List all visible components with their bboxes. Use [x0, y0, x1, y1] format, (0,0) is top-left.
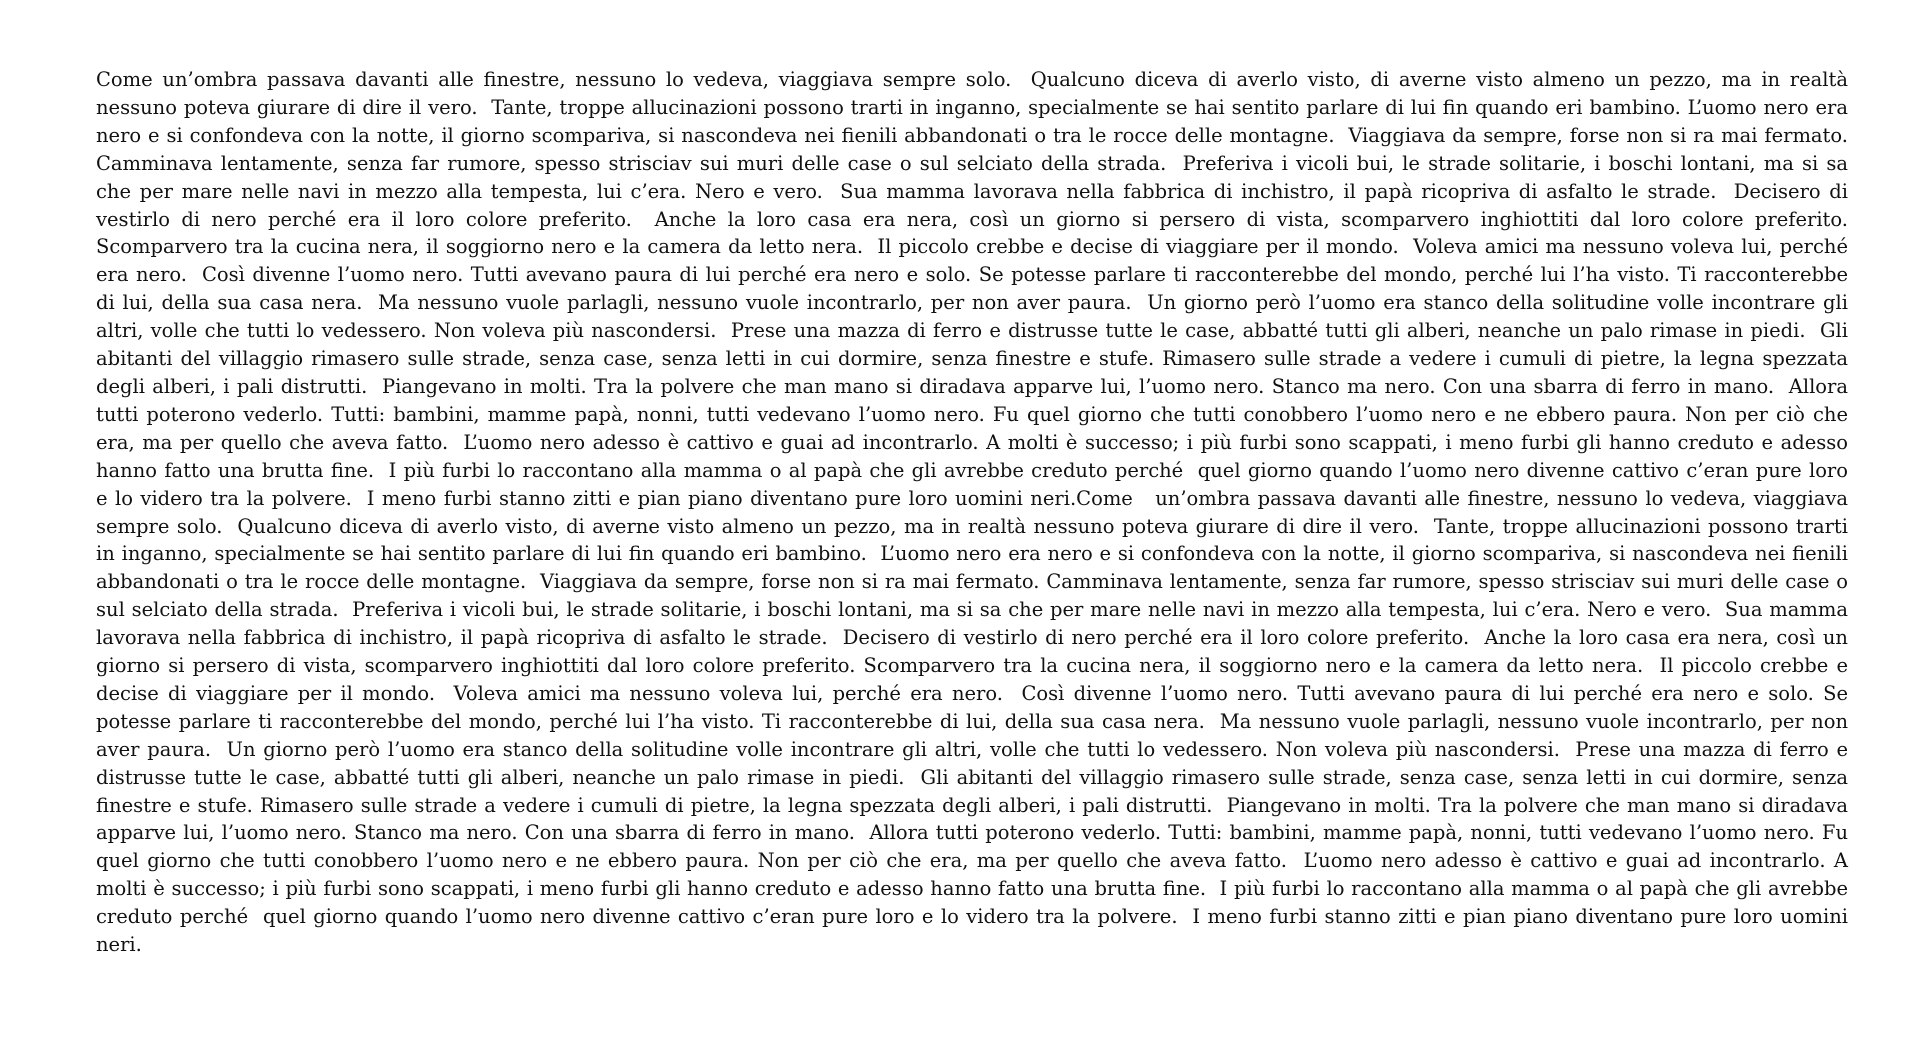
- document-page: [96, 66, 1855, 959]
- body-paragraph: Come un’ombra passava davanti alle finestre, nessuno lo vedeva, viaggiava sempre solo. Qualcuno diceva di averlo visto, di averne visto almeno un pezzo, ma in realtà nessuno poteva giurare di dire il vero. Tante, troppe allucinazioni possono trarti in inganno, specialmente se hai sentito parlare di lui fin quando eri bambino. L’uomo nero era nero e si confondeva con la notte, il giorno scompariva, si nascondeva nei fienili abbandonati o tra le rocce delle montagne. Viaggiava da sempre, forse non si ra mai fermato. Camminava lentamente, senza far rumore, spesso strisciav sui muri delle case o sul selciato della strada. Preferiva i vicoli bui, le strade solitarie, i boschi lontani, ma si sa che per mare nelle navi in mezzo alla tempesta, lui c’era. Nero e vero. Sua mamma lavorava nella fabbrica di inchistro, il papà ricopriva di asfalto le strade. Decisero di vestirlo di nero perché era il loro colore preferito. Anche la loro casa era nera, così un giorno si persero di vista, scomparvero inghiottiti dal loro colore preferito. Scomparvero tra la cucina nera, il soggiorno nero e la camera da letto nera. Il piccolo crebbe e decise di viaggiare per il mondo. Voleva amici ma nessuno voleva lui, perché era nero. Così divenne l’uomo nero. Tutti avevano paura di lui perché era nero e solo. Se potesse parlare ti racconterebbe del mondo, perché lui l’ha visto. Ti racconterebbe di lui, della sua casa nera. Ma nessuno vuole parlagli, nessuno vuole incontrarlo, per non aver paura. Un giorno però l’uomo era stanco della solitudine volle incontrare gli altri, volle che tutti lo vedessero. Non voleva più nascondersi. Prese una mazza di ferro e distrusse tutte le case, abbatté tutti gli alberi, neanche un palo rimase in piedi. Gli abitanti del villaggio rimasero sulle strade, senza case, senza letti in cui dormire, senza finestre e stufe. Rimasero sulle strade a vedere i cumuli di pietre, la legna spezzata degli alberi, i pali distrutti. Piangevano in molti. Tra la polvere che man mano si diradava apparve lui, l’uomo nero. Stanco ma nero. Con una sbarra di ferro in mano. Allora tutti poterono vederlo. Tutti: bambini, mamme papà, nonni, tutti vedevano l’uomo nero. Fu quel giorno che tutti conobbero l’uomo nero e ne ebbero paura. Non per ciò che era, ma per quello che aveva fatto. L’uomo nero adesso è cattivo e guai ad incontrarlo. A molti è successo; i più furbi sono scappati, i meno furbi gli hanno creduto e adesso hanno fatto una brutta fine. I più furbi lo raccontano alla mamma o al papà che gli avrebbe creduto perché quel giorno quando l’uomo nero divenne cattivo c’eran pure loro e lo videro tra la polvere. I meno furbi stanno zitti e pian piano diventano pure loro uomini neri.Come un’ombra passava davanti alle finestre, nessuno lo vedeva, viaggiava sempre solo. Qualcuno diceva di averlo visto, di averne visto almeno un pezzo, ma in realtà nessuno poteva giurare di dire il vero. Tante, troppe allucinazioni possono trarti in inganno, specialmente se hai sentito parlare di lui fin quando eri bambino. L’uomo nero era nero e si confondeva con la notte, il giorno scompariva, si nascondeva nei fienili abbandonati o tra le rocce delle montagne. Viaggiava da sempre, forse non si ra mai fermato. Camminava lentamente, senza far rumore, spesso strisciav sui muri delle case o sul selciato della strada. Preferiva i vicoli bui, le strade solitarie, i boschi lontani, ma si sa che per mare nelle navi in mezzo alla tempesta, lui c’era. Nero e vero. Sua mamma lavorava nella fabbrica di inchistro, il papà ricopriva di asfalto le strade. Decisero di vestirlo di nero perché era il loro colore preferito. Anche la loro casa era nera, così un giorno si persero di vista, scomparvero inghiottiti dal loro colore preferito. Scomparvero tra la cucina nera, il soggiorno nero e la camera da letto nera. Il piccolo crebbe e decise di viaggiare per il mondo. Voleva amici ma nessuno voleva lui, perché era nero. Così divenne l’uomo nero. Tutti avevano paura di lui perché era nero e solo. Se potesse parlare ti racconterebbe del mondo, perché lui l’ha visto. Ti racconterebbe di lui, della sua casa nera. Ma nessuno vuole parlagli, nessuno vuole incontrarlo, per non aver paura. Un giorno però l’uomo era stanco della solitudine volle incontrare gli altri, volle che tutti lo vedessero. Non voleva più nascondersi. Prese una mazza di ferro e distrusse tutte le case, abbatté tutti gli alberi, neanche un palo rimase in piedi. Gli abitanti del villaggio rimasero sulle strade, senza case, senza letti in cui dormire, senza finestre e stufe. Rimasero sulle strade a vedere i cumuli di pietre, la legna spezzata degli alberi, i pali distrutti. Piangevano in molti. Tra la polvere che man mano si diradava apparve lui, l’uomo nero. Stanco ma nero. Con una sbarra di ferro in mano. Allora tutti poterono vederlo. Tutti: bambini, mamme papà, nonni, tutti vedevano l’uomo nero. Fu quel giorno che tutti conobbero l’uomo nero e ne ebbero paura. Non per ciò che era, ma per quello che aveva fatto. L’uomo nero adesso è cattivo e guai ad incontrarlo. A molti è successo; i più furbi sono scappati, i meno furbi gli hanno creduto e adesso hanno fatto una brutta fine. I più furbi lo raccontano alla mamma o al papà che gli avrebbe creduto perché quel giorno quando l’uomo nero divenne cattivo c’eran pure loro e lo videro tra la polvere. I meno furbi stanno zitti e pian piano diventano pure loro uomini neri.: [96, 68, 1855, 957]
